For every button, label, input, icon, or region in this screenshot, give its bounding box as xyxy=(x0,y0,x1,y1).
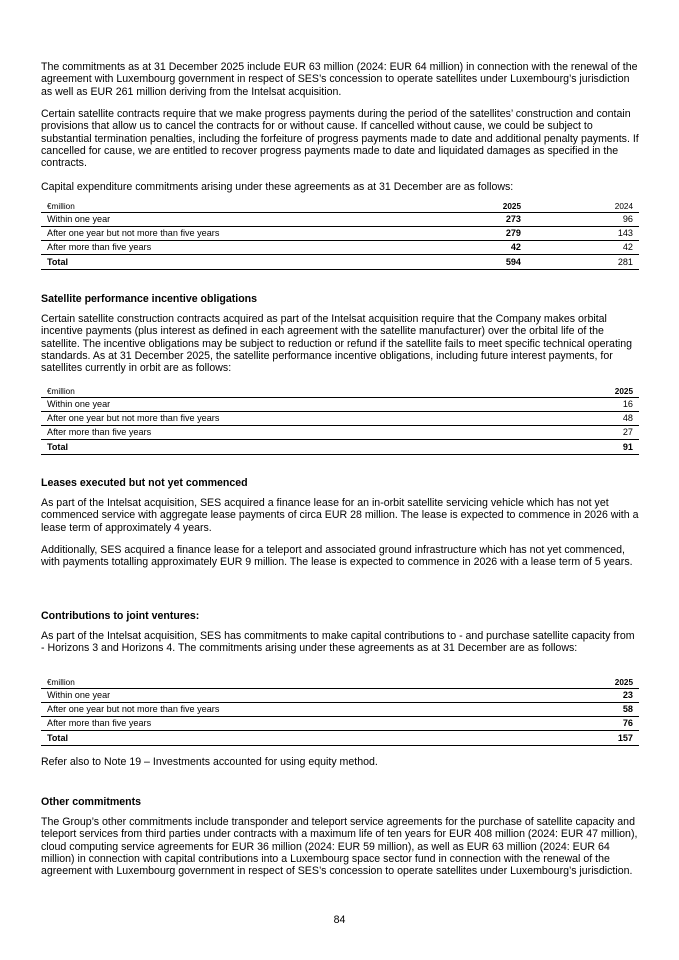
value-2024: 96 xyxy=(527,213,639,227)
table-row xyxy=(41,227,639,241)
total-row xyxy=(41,440,639,455)
row-label: After one year but not more than five years xyxy=(41,227,445,241)
table-header-unit: €million xyxy=(41,201,445,213)
satellite-incentive-table xyxy=(41,386,639,455)
value-2025: 58 xyxy=(557,703,639,717)
total-2025: 594 xyxy=(445,255,527,270)
table-header-row xyxy=(41,201,639,213)
row-label: Within one year xyxy=(41,213,445,227)
row-label: After one year but not more than five years xyxy=(41,703,557,717)
table-row xyxy=(41,412,639,426)
row-label: Within one year xyxy=(41,398,557,412)
total-row xyxy=(41,255,639,270)
value-2025: 279 xyxy=(445,227,527,241)
total-row xyxy=(41,731,639,746)
total-label: Total xyxy=(41,255,445,270)
table-row xyxy=(41,426,639,440)
total-label: Total xyxy=(41,731,557,746)
satellite-incentive-paragraph: Certain satellite construction contracts acquired as part of the Intelsat acquisition require that the Company makes orbital incentive payments (plus interest as defined in each agreement with the satellite manufacturer) over the orbital life of the satellite. The incentive obligations may be subject to reduction or refund if the satellite fails to meet specific technical operating standards. As at 31 December 2025, the satellite performance incentive obligations, including future interest payments, for satellites currently in orbit are as follows: xyxy=(41,313,633,375)
page-number: 84 xyxy=(333,914,346,926)
table-row xyxy=(41,703,639,717)
value-2025: 273 xyxy=(445,213,527,227)
other-commitments-paragraph: The Group’s other commitments include transponder and teleport service agreements for the purchase of satellite capacity and teleport services from third parties under contracts with a maximum life of ten years for EUR 408 million (2024: EUR 47 million), cloud computing service agreements for EUR 36 million (2024: EUR 59 million), as well as EUR 63 million (2024: EUR 64 million) in connection with capital contributions into a Luxembourg space sector fund in connection with the renewal of the agreement with Luxembourg government in respect of SES’s concession to operate satellites under Luxembourg’s jurisdiction. xyxy=(41,816,638,878)
table-row xyxy=(41,213,639,227)
row-label: After more than five years xyxy=(41,717,557,731)
table-header-2024: 2024 xyxy=(527,201,639,213)
joint-ventures-table xyxy=(41,677,639,746)
value-2025: 76 xyxy=(557,717,639,731)
table-row xyxy=(41,398,639,412)
total-2025: 91 xyxy=(557,440,639,455)
leases-paragraph-2: Additionally, SES acquired a finance lease for a teleport and associated ground infrastructure which has not yet commenced, with payments totalling approximately EUR 9 million. The lease is expected to commence in 2026 with a lease term of 5 years. xyxy=(41,544,633,569)
table-row xyxy=(41,717,639,731)
table-row xyxy=(41,689,639,703)
value-2024: 143 xyxy=(527,227,639,241)
other-commitments-heading: Other commitments xyxy=(41,796,142,808)
capex-commitments-table xyxy=(41,201,639,270)
value-2024: 42 xyxy=(527,241,639,255)
table-header-2025: 2025 xyxy=(445,201,527,213)
row-label: After more than five years xyxy=(41,241,445,255)
total-label: Total xyxy=(41,440,557,455)
total-2024: 281 xyxy=(527,255,639,270)
value-2025: 16 xyxy=(557,398,639,412)
leases-heading: Leases executed but not yet commenced xyxy=(41,477,248,489)
joint-ventures-heading: Contributions to joint ventures: xyxy=(41,610,200,622)
value-2025: 27 xyxy=(557,426,639,440)
capex-intro-paragraph: Capital expenditure commitments arising under these agreements as at 31 December are as follows: xyxy=(41,181,514,193)
commitments-paragraph: The commitments as at 31 December 2025 include EUR 63 million (2024: EUR 64 million) in connection with the renewal of the agreement with Luxembourg government in respect of SES’s concession to operate satellites under Luxembourg’s jurisdiction as well as EUR 261 million deriving from the Intelsat acquisition. xyxy=(41,61,638,98)
table-row xyxy=(41,241,639,255)
table-header-row xyxy=(41,677,639,689)
row-label: After more than five years xyxy=(41,426,557,440)
value-2025: 48 xyxy=(557,412,639,426)
row-label: Within one year xyxy=(41,689,557,703)
satellite-incentive-heading: Satellite performance incentive obligations xyxy=(41,293,258,305)
value-2025: 23 xyxy=(557,689,639,703)
table-header-2025: 2025 xyxy=(557,677,639,689)
value-2025: 42 xyxy=(445,241,527,255)
table-header-unit: €million xyxy=(41,677,557,689)
table-header-unit: €million xyxy=(41,386,557,398)
row-label: After one year but not more than five years xyxy=(41,412,557,426)
table-header-row xyxy=(41,386,639,398)
leases-paragraph-1: As part of the Intelsat acquisition, SES acquired a finance lease for an in-orbit satellite servicing vehicle which has not yet commenced service with aggregate lease payments of circa EUR 28 million. The lease is expected to commence in 2026 with a lease term of approximately 4 years. xyxy=(41,497,639,534)
contracts-paragraph: Certain satellite contracts require that we make progress payments during the period of the satellites’ construction and contain provisions that allow us to cancel the contracts for or without cause. If cancelled without cause, we could be subject to substantial termination penalties, including the forfeiture of progress payments made to date and additional penalty payments. If cancelled for cause, we are entitled to recover progress payments made to date and liquidated damages as specified in the contracts. xyxy=(41,108,639,170)
total-2025: 157 xyxy=(557,731,639,746)
equity-method-reference: Refer also to Note 19 – Investments accounted for using equity method. xyxy=(41,756,378,768)
joint-ventures-paragraph: As part of the Intelsat acquisition, SES has commitments to make capital contributions to - and purchase satellite capacity from - Horizons 3 and Horizons 4. The commitments arising under these agreements as at 31 December are as follows: xyxy=(41,630,635,655)
table-header-2025: 2025 xyxy=(557,386,639,398)
